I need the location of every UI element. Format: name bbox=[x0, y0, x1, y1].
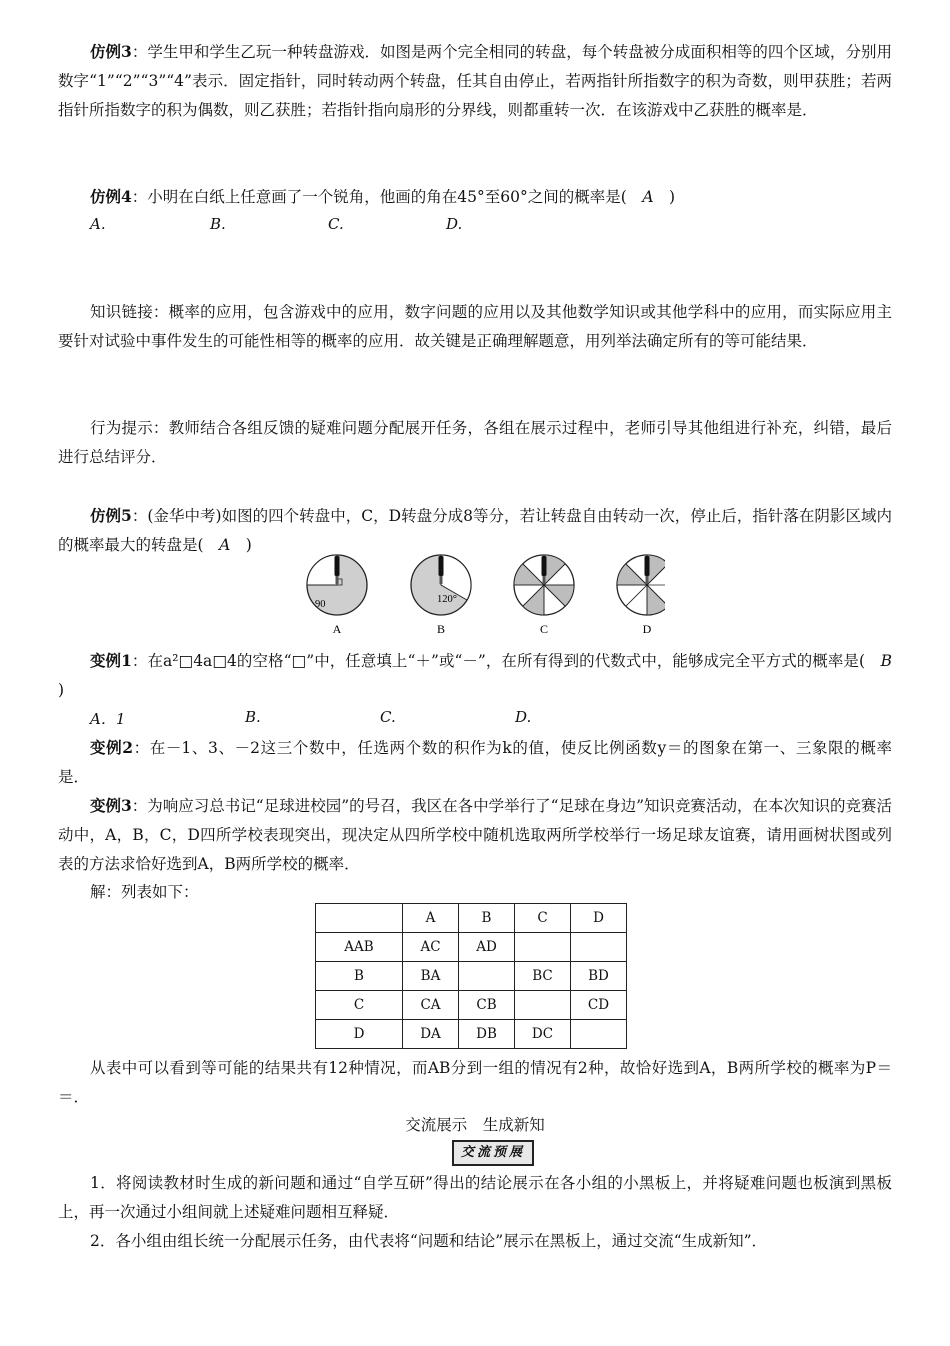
table-cell bbox=[571, 1020, 627, 1049]
knowledge-link: 知识链接：概率的应用，包含游戏中的应用，数字问题的应用以及其他数学知识或其他学科中的应用，而实际应用主要针对试验中事件发生的可能性相等的概率的应用．故关键是正确理解题意，用列举法确定所有的等可能结果． bbox=[58, 303, 892, 350]
example-4-label: 仿例4 bbox=[90, 187, 132, 206]
table-cell: B bbox=[459, 904, 515, 933]
table-cell bbox=[459, 962, 515, 991]
option-d: D. bbox=[515, 708, 532, 726]
spinner-figure bbox=[305, 553, 665, 641]
table-cell: CB bbox=[459, 991, 515, 1020]
variant-1-label: 变例1 bbox=[90, 651, 132, 670]
solution-intro: 解：列表如下： bbox=[90, 883, 199, 901]
variant-2-text: ：在－1、3、－2这三个数中，任选两个数的积作为k的值，使反比例函数y＝的图象在第一、三象限的概率是． bbox=[58, 739, 892, 786]
section-badge: 交流预展 bbox=[452, 1140, 534, 1166]
table-cell: BD bbox=[571, 962, 627, 991]
table-cell: C bbox=[515, 904, 571, 933]
table-row bbox=[316, 933, 627, 962]
table-cell: DA bbox=[403, 1020, 459, 1049]
table-row bbox=[316, 1020, 627, 1049]
step-2: 2．各小组由组长统一分配展示任务，由代表将“问题和结论”展示在黑板上，通过交流“生成新知”． bbox=[90, 1232, 768, 1250]
table-cell bbox=[515, 933, 571, 962]
result-table bbox=[315, 903, 627, 1049]
example-3-label: 仿例3 bbox=[90, 42, 132, 61]
option-c: C. bbox=[380, 708, 396, 726]
spinner-a bbox=[307, 555, 367, 636]
table-cell: AD bbox=[459, 933, 515, 962]
table-row bbox=[316, 962, 627, 991]
table-cell bbox=[316, 904, 403, 933]
example-4-text: ：小明在白纸上任意画了一个锐角，他画的角在45°至60°之间的概率是( bbox=[131, 188, 627, 206]
table-cell: BA bbox=[403, 962, 459, 991]
example-4 bbox=[58, 182, 892, 212]
spinner-c-label: C bbox=[539, 622, 549, 636]
table-cell: AAB bbox=[316, 933, 403, 962]
variant-3 bbox=[58, 791, 892, 879]
table-cell: D bbox=[571, 904, 627, 933]
option-d: D. bbox=[446, 215, 463, 233]
variant-1-answer: B bbox=[880, 652, 892, 670]
table-row bbox=[316, 991, 627, 1020]
conclusion: 从表中可以看到等可能的结果共有12种情况，而AB分到一组的情况有2种，故恰好选到A，B两所学校的概率为P＝＝． bbox=[58, 1059, 892, 1106]
variant-3-label: 变例3 bbox=[90, 796, 132, 815]
example-5-close: ) bbox=[245, 536, 252, 554]
variant-1 bbox=[58, 646, 892, 705]
table-cell: CD bbox=[571, 991, 627, 1020]
example-3-text: ：学生甲和学生乙玩一种转盘游戏．如图是两个完全相同的转盘，每个转盘被分成面积相等的四个区域，分别用数字“1”“2”“3”“4”表示．固定指针，同时转动两个转盘，任其自由停止，若两指针所指数字的积为奇数，则甲获胜；若两指针所指数字的积为偶数，则乙获胜；若指针指向扇形的分界线，则都重转一次．在该游戏中乙获胜的概率是． bbox=[58, 43, 892, 119]
section-title: 交流展示 生成新知 bbox=[405, 1116, 545, 1134]
behavior-hint: 行为提示：教师结合各组反馈的疑难问题分配展开任务，各组在展示过程中，老师引导其他组进行补充，纠错，最后进行总结评分． bbox=[58, 419, 892, 466]
spinner-c bbox=[514, 555, 574, 636]
example-4-close: ) bbox=[669, 188, 676, 206]
table-row bbox=[316, 904, 627, 933]
example-3 bbox=[58, 37, 892, 125]
example-5-answer: A bbox=[219, 536, 231, 554]
option-c: C. bbox=[328, 215, 344, 233]
table-cell: D bbox=[316, 1020, 403, 1049]
table-cell: AC bbox=[403, 933, 459, 962]
variant-2 bbox=[58, 733, 892, 792]
option-b: B. bbox=[245, 708, 261, 726]
variant-1-text: ：在a²□4a□4的空格“□”中，任意填上“＋”或“－”，在所有得到的代数式中，能够成完全平方式的概率是( bbox=[131, 652, 865, 670]
example-4-answer: A bbox=[642, 188, 654, 206]
angle-90-label: 90 bbox=[315, 599, 326, 610]
table-cell bbox=[571, 933, 627, 962]
example-5 bbox=[58, 501, 892, 560]
spinner-b bbox=[411, 555, 471, 636]
option-b: B. bbox=[210, 215, 226, 233]
table-cell: DC bbox=[515, 1020, 571, 1049]
spinner-d-label: D bbox=[642, 622, 652, 636]
table-cell: DB bbox=[459, 1020, 515, 1049]
option-a: A．1 bbox=[90, 710, 126, 728]
variant-2-label: 变例2 bbox=[90, 738, 134, 757]
spinner-a-label: A bbox=[332, 622, 342, 636]
example-5-text: ：(金华中考)如图的四个转盘中，C，D转盘分成8等分，若让转盘自由转动一次，停止后，指针落在阴影区域内的概率最大的转盘是( bbox=[58, 507, 892, 554]
variant-1-close: ) bbox=[58, 681, 65, 699]
spinner-d bbox=[617, 555, 665, 636]
table-cell bbox=[515, 991, 571, 1020]
table-cell: BC bbox=[515, 962, 571, 991]
option-a: A. bbox=[90, 215, 106, 233]
table-cell: C bbox=[316, 991, 403, 1020]
table-cell: A bbox=[403, 904, 459, 933]
step-1: 1．将阅读教材时生成的新问题和通过“自学互研”得出的结论展示在各小组的小黑板上，并将疑难问题也板演到黑板上，再一次通过小组间就上述疑难问题相互释疑． bbox=[58, 1174, 892, 1221]
table-cell: CA bbox=[403, 991, 459, 1020]
example-5-label: 仿例5 bbox=[90, 506, 132, 525]
angle-120-label: 120° bbox=[437, 594, 457, 605]
spinner-b-label: B bbox=[436, 622, 446, 636]
variant-3-text: ：为响应习总书记“足球进校园”的号召，我区在各中学举行了“足球在身边”知识竞赛活动，在本次知识的竞赛活动中，A，B，C，D四所学校表现突出，现决定从四所学校中随机选取两所学校举行一场足球友谊赛，请用画树状图或列表的方法求恰好选到A，B两所学校的概率． bbox=[58, 797, 892, 873]
table-cell: B bbox=[316, 962, 403, 991]
